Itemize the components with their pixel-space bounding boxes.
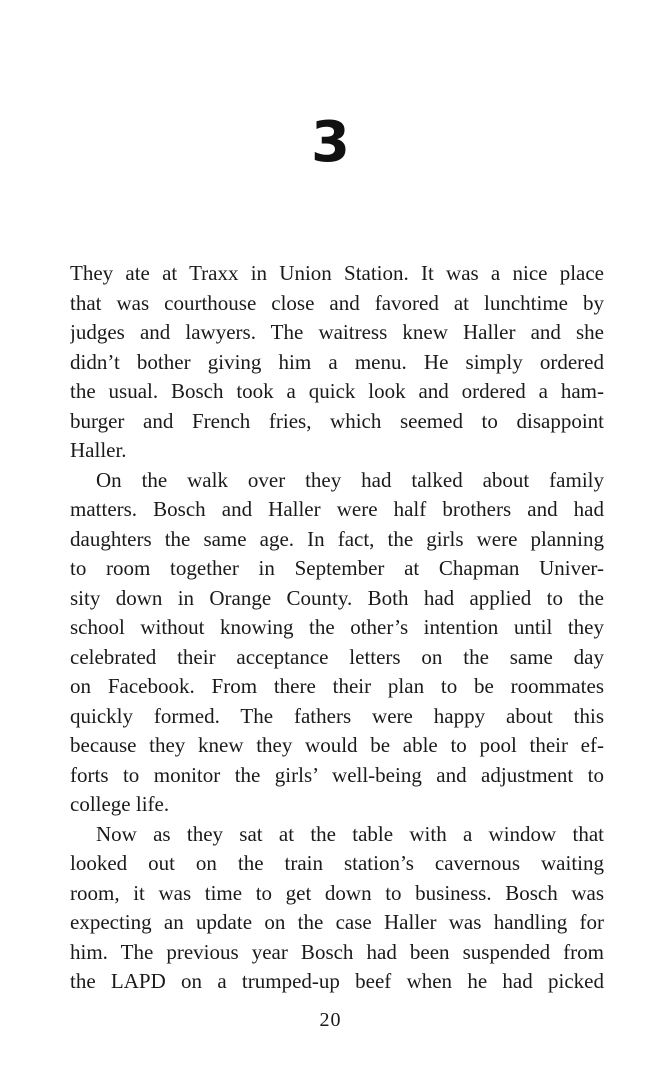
text-line: matters. Bosch and Haller were half brothers and had xyxy=(70,497,604,521)
paragraph-2 xyxy=(70,466,604,820)
text-line: room, it was time to get down to business. Bosch was xyxy=(70,880,604,905)
text-line: On the walk over they had talked about family xyxy=(96,467,604,492)
body-text xyxy=(70,259,604,997)
text-line: on Facebook. From there their plan to be roommates xyxy=(70,674,604,698)
text-line: the LAPD on a trumped-up beef when he had picked xyxy=(70,969,604,993)
text-line: They ate at Traxx in Union Station. It was a nice place xyxy=(70,261,604,285)
text-line: sity down in Orange County. Both had applied to the xyxy=(70,585,604,610)
chapter-number: 3 xyxy=(311,110,350,175)
text-line: Haller. xyxy=(70,438,127,462)
text-line: forts to monitor the girls’ well-being and adjustment to xyxy=(70,762,604,787)
text-line: judges and lawyers. The waitress knew Haller and she xyxy=(70,320,604,344)
text-line: him. The previous year Bosch had been suspended from xyxy=(70,939,604,964)
text-line: that was courthouse close and favored at lunchtime by xyxy=(70,290,604,315)
text-line: college life. xyxy=(70,792,170,816)
text-line: school without knowing the other’s intention until they xyxy=(70,615,604,639)
paragraph-3 xyxy=(70,820,604,997)
text-line: burger and French fries, which seemed to disappoint xyxy=(70,408,604,433)
text-line: didn’t bother giving him a menu. He simply ordered xyxy=(70,349,604,374)
text-line: expecting an update on the case Haller was handling for xyxy=(70,910,604,934)
text-line: quickly formed. The fathers were happy about this xyxy=(70,703,604,728)
text-line: looked out on the train station’s cavernous waiting xyxy=(70,851,604,875)
text-line: Now as they sat at the table with a window that xyxy=(96,821,604,846)
text-line: to room together in September at Chapman Univer- xyxy=(70,556,604,580)
text-line: celebrated their acceptance letters on the same day xyxy=(70,644,604,669)
page-number: 20 xyxy=(319,1009,342,1031)
paragraph-1 xyxy=(70,259,604,466)
text-line: the usual. Bosch took a quick look and ordered a ham- xyxy=(70,379,604,403)
text-line: daughters the same age. In fact, the girls were planning xyxy=(70,526,604,551)
text-line: because they knew they would be able to pool their ef- xyxy=(70,733,604,757)
